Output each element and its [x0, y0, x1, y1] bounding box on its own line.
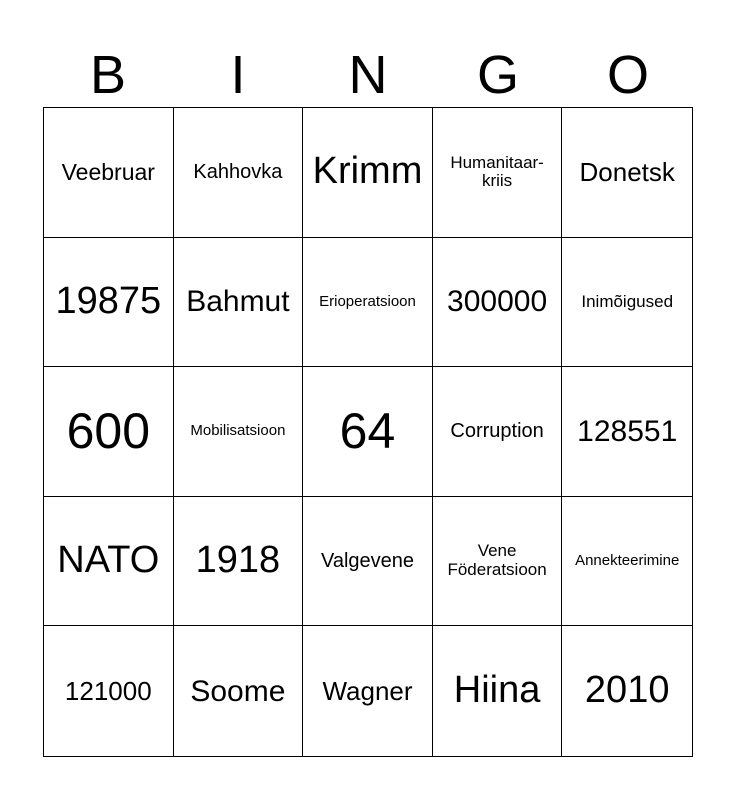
bingo-cell[interactable]	[433, 626, 563, 756]
bingo-cell[interactable]	[44, 497, 174, 627]
bingo-header	[43, 44, 693, 106]
bingo-cell[interactable]	[44, 108, 174, 238]
bingo-cell[interactable]	[562, 108, 692, 238]
cell-label: Veebruar	[61, 158, 155, 185]
cell-label: 1918	[195, 539, 281, 582]
bingo-board	[43, 107, 693, 757]
cell-label: Erioperatsioon	[319, 292, 416, 310]
cell-label: Krimm	[312, 150, 423, 193]
bingo-cell[interactable]	[562, 497, 692, 627]
cell-label: Corruption	[450, 420, 544, 443]
bingo-cell[interactable]	[433, 497, 563, 627]
cell-label: Inimõigused	[581, 291, 674, 311]
bingo-cell[interactable]	[174, 238, 304, 368]
cell-label: 300000	[447, 285, 548, 319]
cell-label: 2010	[584, 669, 670, 712]
bingo-cell[interactable]	[303, 238, 433, 368]
header-letter-o: O	[606, 45, 649, 105]
bingo-cell[interactable]	[44, 367, 174, 497]
bingo-cell[interactable]	[562, 367, 692, 497]
cell-label: 600	[66, 402, 151, 459]
cell-label: Mobilisatsioon	[190, 422, 286, 440]
bingo-cell[interactable]	[44, 626, 174, 756]
bingo-cell[interactable]	[433, 108, 563, 238]
cell-label: Wagner	[322, 675, 413, 706]
cell-label: Humanitaar- kriis	[450, 152, 544, 191]
bingo-cell[interactable]	[562, 626, 692, 756]
header-letter-i: I	[230, 45, 246, 105]
bingo-cell[interactable]	[433, 367, 563, 497]
cell-label: 64	[339, 402, 396, 459]
cell-label: Donetsk	[579, 157, 675, 187]
cell-label: Bahmut	[186, 285, 290, 319]
bingo-cell[interactable]	[174, 497, 304, 627]
bingo-cell[interactable]	[174, 108, 304, 238]
bingo-cell[interactable]	[433, 238, 563, 368]
cell-label: Valgevene	[320, 550, 415, 573]
bingo-cell[interactable]	[303, 497, 433, 627]
bingo-cell[interactable]	[303, 108, 433, 238]
cell-label: Kahhovka	[193, 161, 283, 184]
cell-label: 19875	[55, 279, 162, 322]
cell-label: Annekteerimine	[575, 551, 680, 569]
cell-label: Hiina	[453, 669, 541, 712]
cell-label: Vene Föderatsioon	[447, 541, 547, 580]
header-letter-b: B	[89, 45, 127, 105]
bingo-cell[interactable]	[562, 238, 692, 368]
bingo-cell[interactable]	[303, 626, 433, 756]
bingo-cell[interactable]	[303, 367, 433, 497]
cell-label: 121000	[64, 675, 152, 706]
cell-label: Soome	[190, 674, 286, 708]
bingo-cell[interactable]	[44, 238, 174, 368]
header-letter-g: G	[476, 45, 519, 105]
cell-label: 128551	[577, 414, 678, 448]
bingo-cell[interactable]	[174, 367, 304, 497]
bingo-cell[interactable]	[174, 626, 304, 756]
header-letter-n: N	[348, 45, 388, 105]
cell-label: NATO	[57, 539, 160, 582]
